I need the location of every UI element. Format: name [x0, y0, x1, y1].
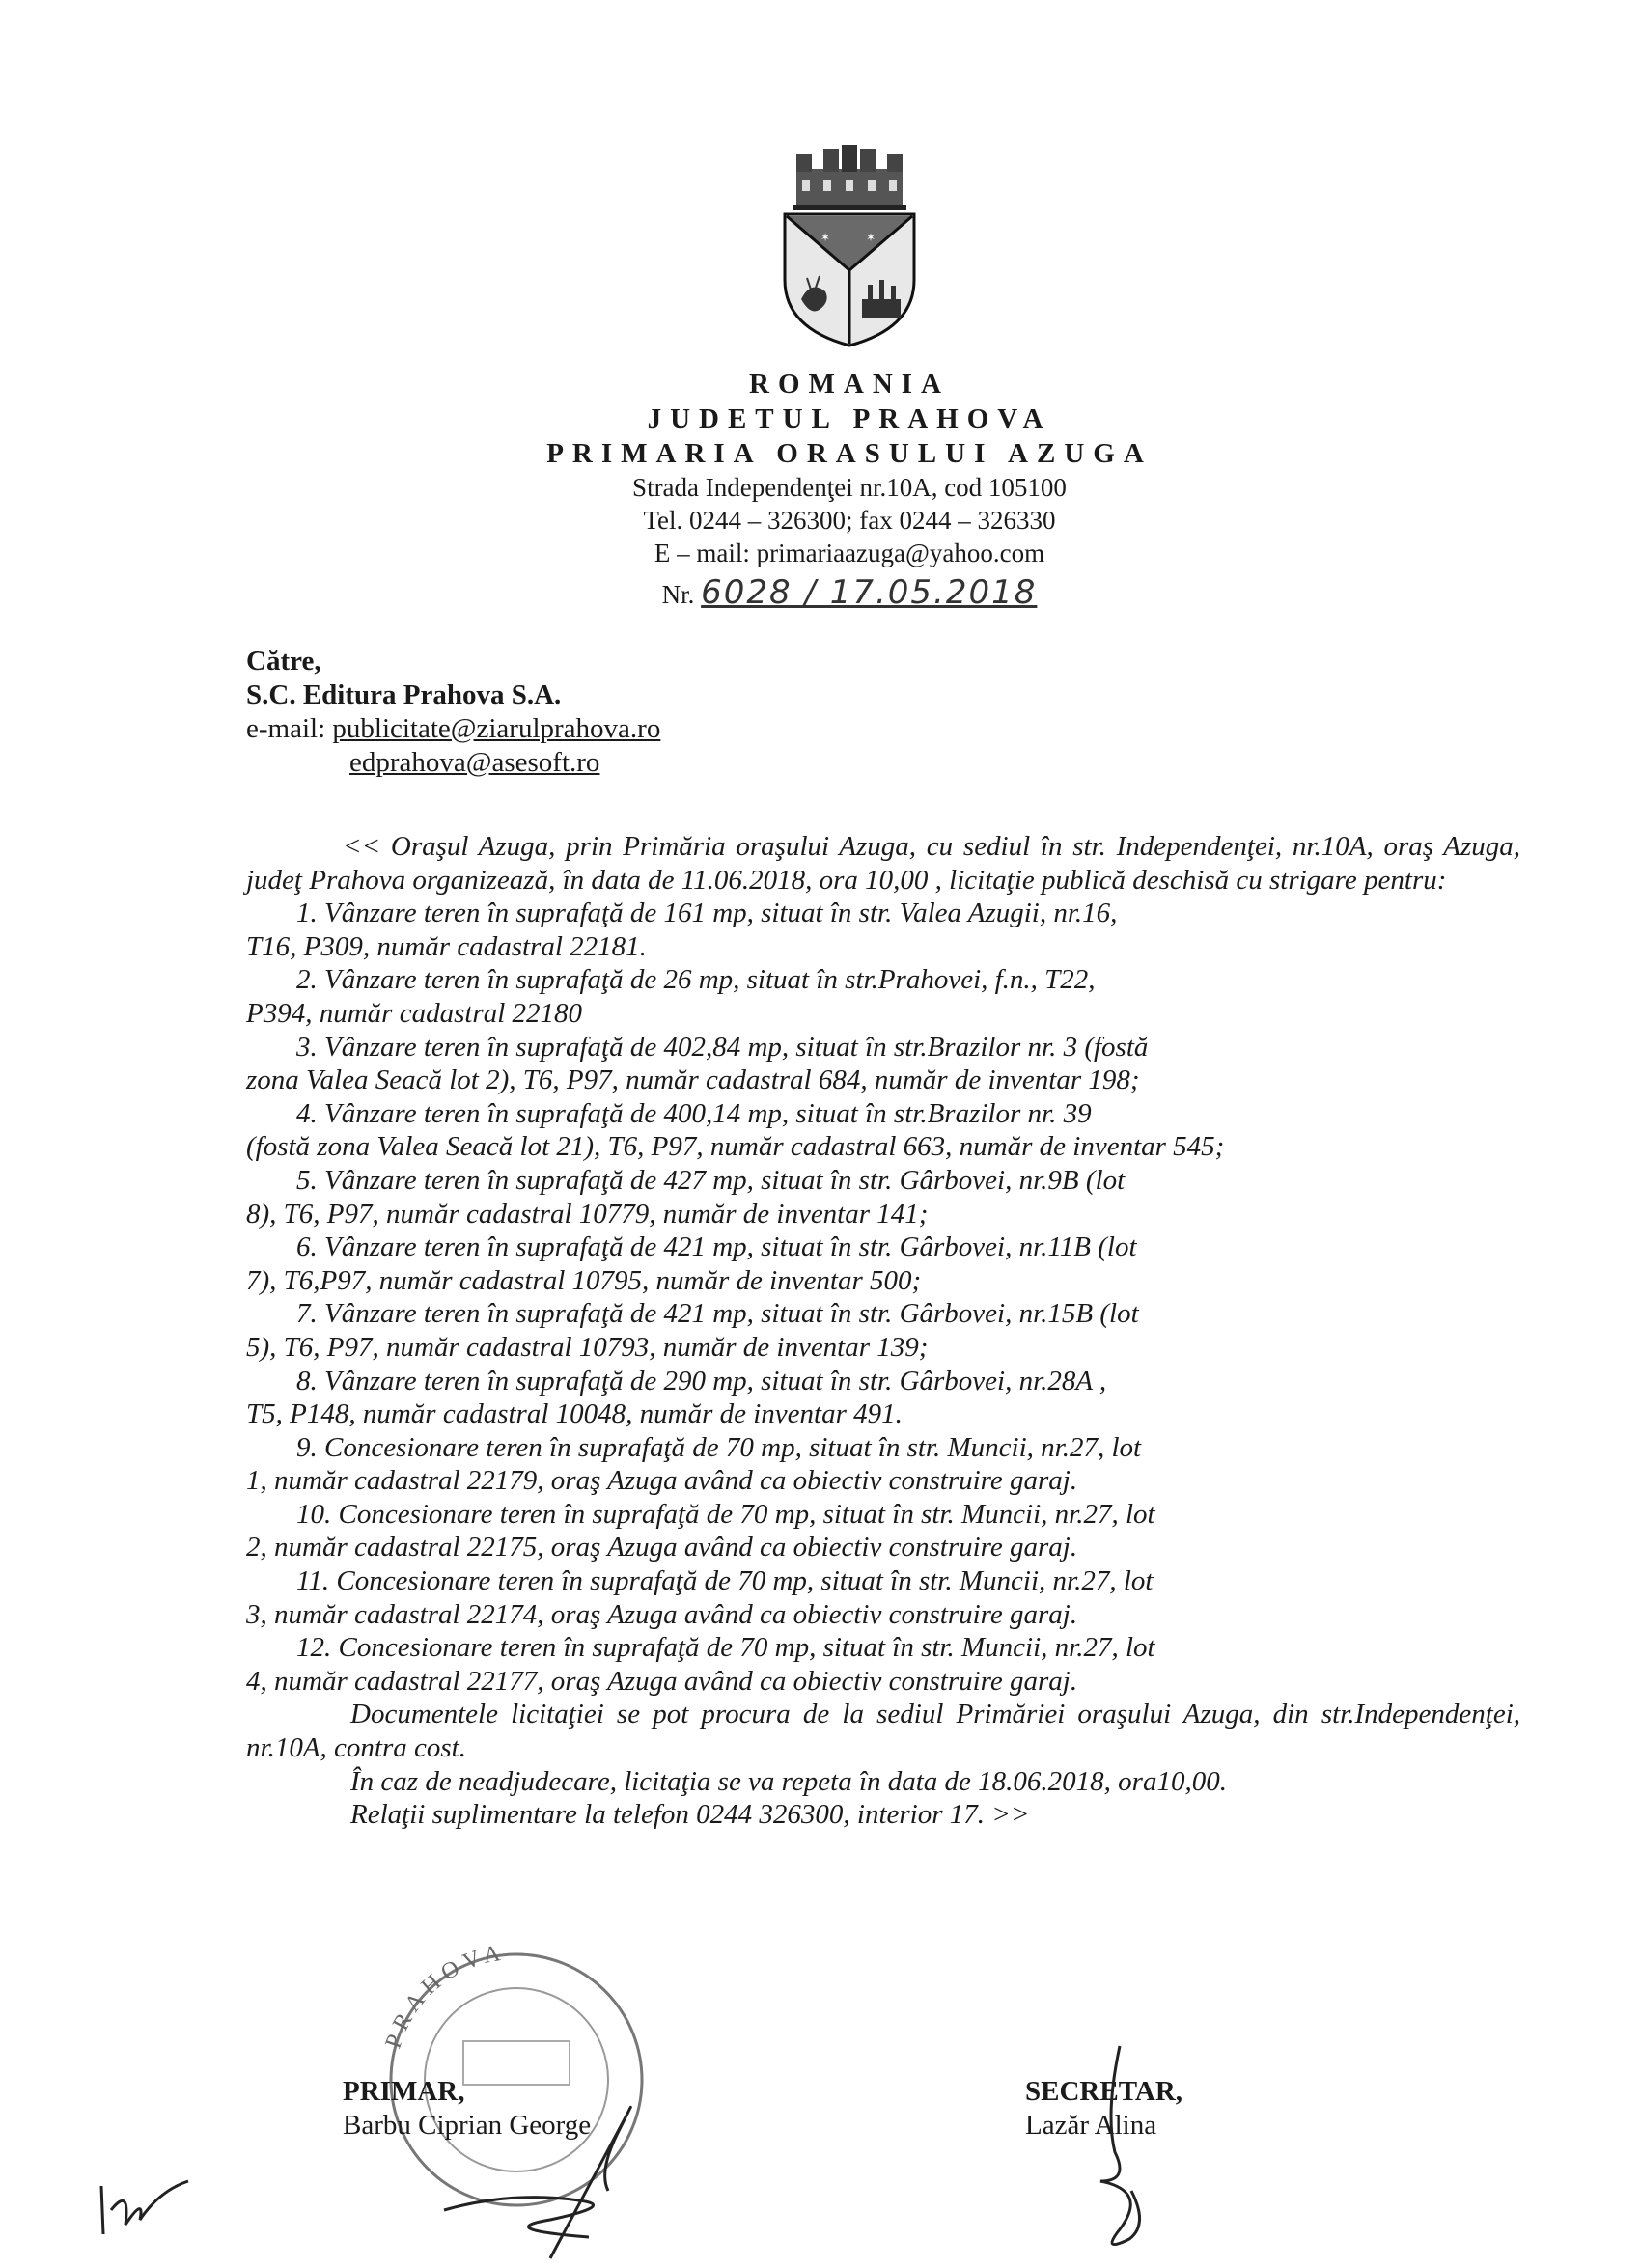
margin-initials — [92, 2167, 198, 2244]
lot-item-continuation: 4, număr cadastral 22177, oraş Azuga având ca obiectiv construire garaj. — [246, 1665, 1078, 1697]
letterhead — [434, 367, 1265, 614]
repeat-paragraph: În caz de neadjudecare, licitaţia se va repeta în data de 18.06.2018, ora10,00. — [350, 1765, 1227, 1797]
lot-item-first-line: 5. Vânzare teren în suprafaţă de 427 mp, situat în str. Gârbovei, nr.9B (lot — [296, 1164, 1126, 1196]
lot-item-first-line: 7. Vânzare teren în suprafaţă de 421 mp, situat în str. Gârbovei, nr.15B (lot — [296, 1298, 1139, 1330]
institution-name: PRIMARIA ORASULUI AZUGA — [546, 438, 1153, 469]
salutation: Către, — [246, 646, 321, 677]
lot-item-continuation: 8), T6, P97, număr cadastral 10779, număr de inventar 141; — [246, 1198, 929, 1230]
lot-item — [246, 1297, 1520, 1364]
secretary-name: Lazăr Alina — [1025, 2110, 1157, 2141]
lot-item-first-line: 3. Vânzare teren în suprafaţă de 402,84 mp, situat în str.Brazilor nr. 3 (fostă — [296, 1031, 1149, 1063]
recipient-block — [246, 645, 922, 780]
recipient-email-1[interactable]: publicitate@ziarulprahova.ro — [332, 713, 661, 744]
registration-number — [434, 573, 1265, 614]
stamp-text: PRAHOVA — [380, 1940, 509, 2052]
secretary-handwritten-signature — [1062, 2036, 1168, 2258]
lot-item — [246, 1031, 1520, 1097]
lot-item-first-line: 1. Vânzare teren în suprafaţă de 161 mp, situat în str. Valea Azugii, nr.16, — [296, 898, 1118, 929]
mayor-name: Barbu Ciprian George — [343, 2110, 592, 2141]
lot-item-first-line: 10. Concesionare teren în suprafaţă de 70 mp, situat în str. Muncii, nr.27, lot — [296, 1498, 1155, 1530]
lot-item — [246, 1164, 1520, 1231]
lot-item-continuation: 3, număr cadastral 22174, oraş Azuga având ca obiectiv construire garaj. — [246, 1598, 1078, 1630]
lot-list — [246, 897, 1520, 1698]
recipient-email-row — [246, 712, 922, 746]
lot-item-continuation: 2, număr cadastral 22175, oraş Azuga având ca obiectiv construire garaj. — [246, 1532, 1078, 1563]
svg-text:✶: ✶ — [820, 231, 831, 244]
coat-of-arms-icon — [767, 145, 932, 347]
county-name: JUDETUL PRAHOVA — [647, 403, 1052, 434]
email-label: e-mail: — [246, 713, 326, 744]
lot-item-first-line: 11. Concesionare teren în suprafaţă de 70 mp, situat în str. Muncii, nr.27, lot — [296, 1565, 1154, 1597]
email-line: E – mail: primariaazuga@yahoo.com — [654, 539, 1045, 567]
mayor-title: PRIMAR, — [343, 2076, 465, 2107]
lot-item-continuation: T16, P309, număr cadastral 22181. — [246, 930, 647, 962]
lot-item-continuation: zona Valea Seacă lot 2), T6, P97, număr cadastral 684, număr de inventar 198; — [246, 1065, 1140, 1096]
announcement-intro: << Oraşul Azuga, prin Primăria oraşului Azuga, cu sediul în str. Independenţei, nr.10A, oraş Azuga, judeţ Prahova organizează, în data de 11.06.2018, ora 10,00 , licitaţie publică deschisă cu strigare pentru: — [246, 831, 1520, 896]
nr-label: Nr. — [661, 580, 695, 609]
mayor-handwritten-signature — [434, 2075, 666, 2268]
svg-text:✶: ✶ — [866, 231, 876, 244]
contact-paragraph: Relaţii suplimentare la telefon 0244 326300, interior 17. >> — [350, 1799, 1030, 1831]
lot-item — [246, 963, 1520, 1030]
documents-paragraph: Documentele licitaţiei se pot procura de la sediul Primăriei oraşului Azuga, din str.Independenţei, nr.10A, contra cost. — [246, 1699, 1520, 1764]
recipient-email-row-2 — [246, 746, 922, 780]
lot-item-continuation: 5), T6, P97, număr cadastral 10793, număr de inventar 139; — [246, 1331, 929, 1363]
lot-item-first-line: 8. Vânzare teren în suprafaţă de 290 mp, situat în str. Gârbovei, nr.28A , — [296, 1365, 1107, 1397]
lot-item — [246, 1564, 1520, 1631]
handwritten-number: 6028 / 17.05.2018 — [701, 573, 1038, 612]
lot-item-continuation: (fostă zona Valea Seacă lot 21), T6, P97, număr cadastral 663, număr de inventar 545; — [246, 1131, 1225, 1163]
lot-item — [246, 1431, 1520, 1498]
lot-item — [246, 1498, 1520, 1564]
svg-text:PRAHOVA — [381, 1940, 508, 2052]
secretary-title: SECRETAR, — [1025, 2076, 1183, 2107]
country-name: ROMANIA — [749, 369, 950, 400]
lot-item-first-line: 4. Vânzare teren în suprafaţă de 400,14 mp, situat în str.Brazilor nr. 39 — [296, 1097, 1092, 1129]
lot-item-continuation: P394, număr cadastral 22180 — [246, 997, 582, 1029]
lot-item-continuation: T5, P148, număr cadastral 10048, număr de inventar 491. — [246, 1398, 903, 1430]
address-line: Strada Independenţei nr.10A, cod 105100 — [632, 473, 1067, 502]
lot-item — [246, 1365, 1520, 1431]
lot-item-first-line: 6. Vânzare teren în suprafaţă de 421 mp, situat în str. Gârbovei, nr.11B (lot — [296, 1231, 1137, 1263]
lot-item-first-line: 2. Vânzare teren în suprafaţă de 26 mp, situat în str.Prahovei, f.n., T22, — [296, 964, 1096, 996]
lot-item-first-line: 12. Concesionare teren în suprafaţă de 70 mp, situat în str. Muncii, nr.27, lot — [296, 1632, 1155, 1664]
lot-item-continuation: 7), T6,P97, număr cadastral 10795, număr de inventar 500; — [246, 1264, 922, 1296]
lot-item — [246, 1631, 1520, 1698]
lot-item-continuation: 1, număr cadastral 22179, oraş Azuga având ca obiectiv construire garaj. — [246, 1465, 1078, 1497]
phone-line: Tel. 0244 – 326300; fax 0244 – 326330 — [643, 506, 1056, 535]
lot-item — [246, 1231, 1520, 1297]
lot-item — [246, 897, 1520, 963]
recipient-email-2[interactable]: edprahova@asesoft.ro — [349, 747, 600, 778]
announcement-body — [246, 830, 1520, 1832]
lot-item-first-line: 9. Concesionare teren în suprafaţă de 70 mp, situat în str. Muncii, nr.27, lot — [296, 1431, 1142, 1463]
recipient-company: S.C. Editura Prahova S.A. — [246, 679, 562, 710]
lot-item — [246, 1097, 1520, 1164]
